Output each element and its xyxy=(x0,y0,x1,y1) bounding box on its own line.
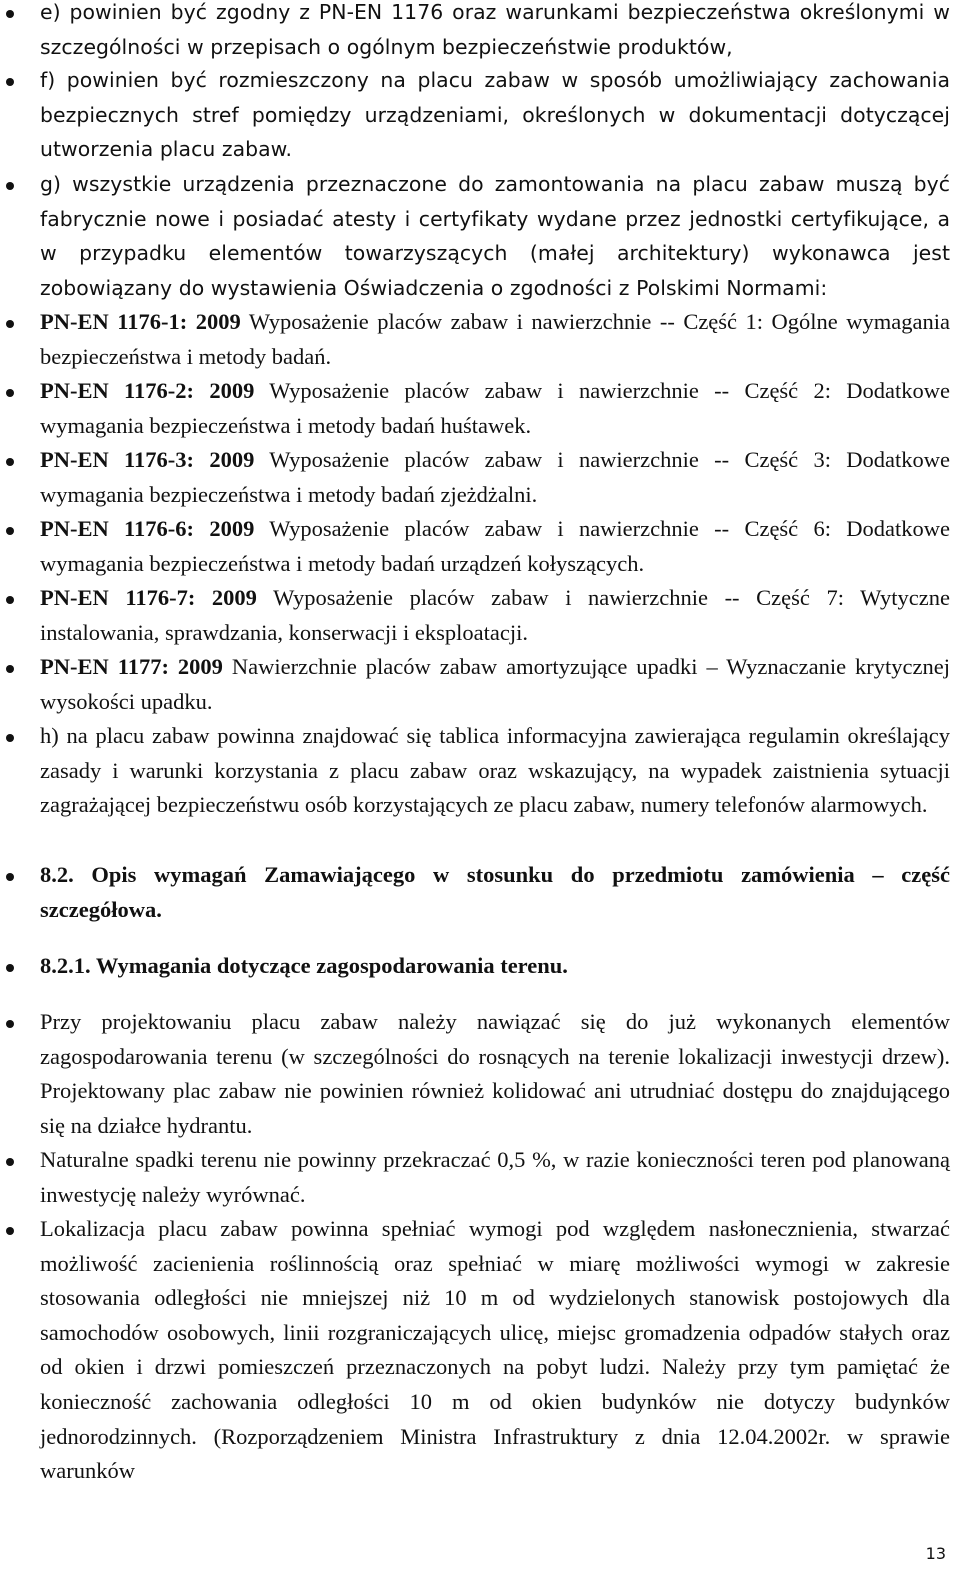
norm-code: PN-EN 1176-3: 2009 xyxy=(40,447,255,472)
bullet-icon xyxy=(6,458,14,466)
bullet-icon xyxy=(6,964,14,972)
norm-description: Wyposażenie placów zabaw i nawierzchnie -- Część 7: Wytyczne instalowania, sprawdzania, konserwacji i eksploatacji. xyxy=(40,585,950,645)
item-text: e) powinien być zgodny z PN-EN 1176 oraz warunkami bezpieczeństwa określonymi w szczególności w przepisach o ogólnym bezpieczeństwie produktów, xyxy=(40,0,950,59)
list-item-design-requirements xyxy=(0,1005,960,1143)
norm-description: Wyposażenie placów zabaw i nawierzchnie -- Część 3: Dodatkowe wymagania bezpieczeństwa i metody badań zjeżdżalni. xyxy=(40,447,950,507)
section-heading-text: 8.2. Opis wymagań Zamawiającego w stosunku do przedmiotu zamówienia – część szczegółowa. xyxy=(40,862,950,922)
item-text: Przy projektowaniu placu zabaw należy nawiązać się do już wykonanych elementów zagospodarowania terenu (w szczególności do rosnących na terenie lokalizacji inwestycji drzew). Projektowany plac zabaw nie powinien również kolidować ani utrudniać dostępu do znajdującego się na działce hydrantu. xyxy=(40,1009,950,1138)
list-item-e xyxy=(0,0,960,64)
section-heading-text: 8.2.1. Wymagania dotyczące zagospodarowania terenu. xyxy=(40,953,568,978)
norm-code: PN-EN 1176-6: 2009 xyxy=(40,516,255,541)
section-heading-8-2 xyxy=(0,858,960,927)
bullet-icon xyxy=(6,665,14,673)
list-item-location xyxy=(0,1212,960,1489)
item-text: f) powinien być rozmieszczony na placu zabaw w sposób umożliwiający zachowania bezpiecznych stref pomiędzy urządzeniami, określonych w dokumentacji dotyczącej utworzenia placu zabaw. xyxy=(40,68,950,162)
item-text: g) wszystkie urządzenia przeznaczone do zamontowania na placu zabaw muszą być fabrycznie nowe i posiadać atesty i certyfikaty wydane przez jednostki certyfikujące, a w przypadku elementów towarzyszących (małej architektury) wykonawca jest zobowiązany do wystawienia Oświadczenia o zgodności z Polskimi Normami: xyxy=(40,172,950,300)
norm-code: PN-EN 1177: 2009 xyxy=(40,654,223,679)
bullet-icon xyxy=(6,182,14,190)
list-item-norm-1176-7 xyxy=(0,581,960,650)
norm-code: PN-EN 1176-1: 2009 xyxy=(40,309,241,334)
bullet-icon xyxy=(6,734,14,742)
bullet-icon xyxy=(6,873,14,881)
page-number: 13 xyxy=(925,1544,946,1563)
bullet-icon xyxy=(6,527,14,535)
item-text: h) na placu zabaw powinna znajdować się tablica informacyjna zawierająca regulamin określający zasady i warunki korzystania z placu zabaw oraz wskazujący, na wypadek zaistnienia sytuacji zagrażającej bezpieczeństwu osób korzystających ze placu zabaw, numery telefonów alarmowych. xyxy=(40,723,950,818)
bullet-icon xyxy=(6,1158,14,1166)
list-item-f xyxy=(0,63,960,167)
list-item-norm-1177 xyxy=(0,650,960,719)
section-heading-8-2-1 xyxy=(0,949,960,984)
list-item-norm-1176-1 xyxy=(0,305,960,374)
norm-description: Nawierzchnie placów zabaw amortyzujące upadki – Wyznaczanie krytycznej wysokości upadku. xyxy=(40,654,950,714)
bullet-icon xyxy=(6,10,14,18)
bullet-icon xyxy=(6,389,14,397)
norm-code: PN-EN 1176-7: 2009 xyxy=(40,585,257,610)
bullet-icon xyxy=(6,320,14,328)
norm-code: PN-EN 1176-2: 2009 xyxy=(40,378,255,403)
list-item-norm-1176-3 xyxy=(0,443,960,512)
bullet-icon xyxy=(6,78,14,86)
item-text: Lokalizacja placu zabaw powinna spełniać wymogi pod względem nasłonecznienia, stwarzać możliwość zacienienia roślinnością oraz spełniać w miarę możliwości wymogi w zakresie stosowania odległości nie mniejszej niż 10 m od wydzielonych stanowisk postojowych dla samochodów osobowych, linii rozgraniczających ulicę, miejsc gromadzenia odpadów stałych oraz od okien i drzwi pomieszczeń przeznaczonych na pobyt ludzi. Należy przy tym pamiętać że konieczność zachowania odległości 10 m od okien budynków nie dotyczy budynków jednorodzinnych. (Rozporządzeniem Ministra Infrastruktury z dnia 12.04.2002r. w sprawie warunków xyxy=(40,1216,950,1484)
norm-description: Wyposażenie placów zabaw i nawierzchnie -- Część 6: Dodatkowe wymagania bezpieczeństwa i metody badań urządzeń kołyszących. xyxy=(40,516,950,576)
bullet-icon xyxy=(6,1227,14,1235)
norm-description: Wyposażenie placów zabaw i nawierzchnie -- Część 1: Ogólne wymagania bezpieczeństwa i metody badań. xyxy=(40,309,951,369)
item-text: Naturalne spadki terenu nie powinny przekraczać 0,5 %, w razie konieczności teren pod planowaną inwestycję należy wyrównać. xyxy=(40,1147,950,1207)
bullet-icon xyxy=(6,596,14,604)
norm-description: Wyposażenie placów zabaw i nawierzchnie -- Część 2: Dodatkowe wymagania bezpieczeństwa i metody badań huśtawek. xyxy=(40,378,950,438)
list-item-norm-1176-6 xyxy=(0,512,960,581)
list-item-terrain-slopes xyxy=(0,1143,960,1212)
bullet-icon xyxy=(6,1020,14,1028)
list-item-h xyxy=(0,719,960,823)
list-item-g xyxy=(0,167,960,305)
list-item-norm-1176-2 xyxy=(0,374,960,443)
